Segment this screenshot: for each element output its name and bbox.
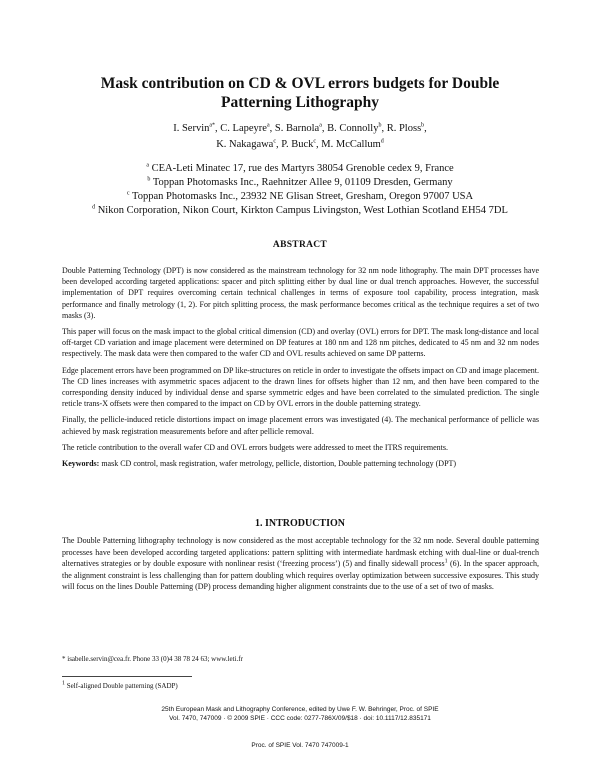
- author-affiliation-mark: c: [313, 138, 317, 145]
- introduction-body: [62, 535, 539, 593]
- affiliation-mark: a: [146, 162, 149, 169]
- author-name: M. McCallum: [321, 139, 381, 150]
- conference-info: [0, 705, 600, 723]
- author-name: P. Buck: [281, 139, 314, 150]
- introduction-paragraph: [62, 535, 539, 593]
- abstract-body: [62, 265, 539, 474]
- affiliation: [40, 204, 560, 218]
- affiliation-text: Toppan Photomasks Inc., Raehnitzer Allee 9, 01109 Dresden, Germany: [152, 177, 453, 188]
- affiliation: [40, 162, 560, 176]
- introduction-text: The Double Patterning lithography technology is now considered as the most acceptable technology for the 32 nm node. Several double patterning processes have been developed according targeted applications: pattern splitting with intermediate hardmask etching with dual-line or dual-trench alternatives strategies or by double exposure with nonlinear resist (‘freezing process’) (5) and finally sidewall process: [62, 536, 539, 569]
- footnote-text: Self-aligned Double patterning (SADP): [65, 682, 178, 690]
- conference-line-2: Vol. 7470, 747009 · © 2009 SPIE · CCC code: 0277-786X/09/$18 · doi: 10.1117/12.835171: [169, 715, 431, 722]
- abstract-paragraph: Double Patterning Technology (DPT) is now considered as the mainstream technology for 32 nm node lithography. The main DPT processes have been developed according targeted applications: spacer and pitch splitting either by dual line or dual trench approaches. However, the successful implementation of DPT requires overcoming certain technical challenges in terms of exposure tool capability, process integration, mask performance and finally metrology (1, 2). For pitch splitting process, the mask performance becomes critical as the technique requires a set of two masks (3).: [62, 266, 539, 320]
- author-affiliation-mark: a: [319, 122, 322, 129]
- author-list: [60, 121, 540, 153]
- keywords-text: mask CD control, mask registration, wafer metrology, pellicle, distortion, Double patterning technology (DPT): [99, 459, 457, 469]
- paper-title: [60, 74, 540, 112]
- author-name: S. Barnola: [274, 123, 320, 134]
- keywords: [62, 458, 539, 469]
- affiliation-text: Toppan Photomasks Inc., 23932 NE Glisan Street, Gresham, Oregon 97007 USA: [132, 191, 474, 202]
- author-line-2: K. Nakagawa$^c$, P. Buck$^c$, M. McCallum$^d$: [216, 138, 384, 150]
- author-affiliation-mark: a: [266, 122, 270, 129]
- affiliation-mark: d: [92, 204, 96, 211]
- affiliation: [40, 190, 560, 204]
- author-affiliation-mark: a*: [209, 122, 216, 129]
- abstract-paragraph: Finally, the pellicle-induced reticle distortions impact on image placement errors was investigated (4). The mechanical performance of pellicle was achieved by mask registration measurements before and after pellicle removal.: [62, 415, 539, 436]
- conference-line-1: 25th European Mask and Lithography Conference, edited by Uwe F. W. Behringer, Proc. of SPIE: [161, 706, 439, 713]
- author-name: C. Lapeyre: [220, 123, 267, 134]
- author-name: K. Nakagawa: [216, 139, 274, 150]
- footnote-mark: 1: [62, 680, 65, 687]
- keywords-label: Keywords:: [62, 459, 100, 469]
- introduction-heading: 1. INTRODUCTION: [254, 518, 345, 529]
- corresponding-author-footnote: * isabelle.servin@cea.fr. Phone 33 (0)4 38 78 24 63; www.leti.fr: [62, 655, 243, 663]
- author-line-1: I. Servin$^{a*}$, C. Lapeyre$^a$, S. Barnola$^a$, B. Connolly$^b$, R. Ploss$^b$,: [173, 122, 427, 134]
- author-name: B. Connolly: [327, 123, 379, 134]
- affiliation-mark: c: [126, 190, 130, 197]
- affiliation-mark: b: [147, 176, 151, 183]
- author-name: I. Servin: [173, 123, 210, 134]
- abstract-paragraph: This paper will focus on the mask impact to the global critical dimension (CD) and overlay (OVL) errors for DPT. The mask long-distance and local off-target CD variation and image placement were determined on DP features at 180 nm and 128 nm pitches, dedicated to 45 nm and 32 nm nodes respectively. The mask data were then compared to the wafer CD and OVL results achieved on same DP patterns.: [62, 327, 539, 359]
- author-affiliation-mark: b: [378, 122, 382, 129]
- affiliation-text: CEA-Leti Minatec 17, rue des Martyrs 38054 Grenoble cedex 9, France: [151, 163, 454, 174]
- affiliation-text: Nikon Corporation, Nikon Court, Kirkton Campus Livingston, West Lothian Scotland EH54 7DL: [97, 205, 508, 216]
- abstract-paragraph: The reticle contribution to the overall wafer CD and OVL errors budgets were addressed to meet the ITRS requirements.: [62, 442, 449, 452]
- footnote-reference: 1: [444, 558, 448, 565]
- footnote-divider: [62, 676, 192, 677]
- author-affiliation-mark: d: [380, 138, 384, 145]
- page-footer: Proc. of SPIE Vol. 7470 747009-1: [251, 742, 349, 749]
- author-affiliation-mark: c: [273, 138, 277, 145]
- introduction-text-continued: (6). In the spacer approach, the alignment constraint is less challenging than for pattern doubling which requires overlay optimization between successive exposures. This study will focus on the lines Double Patterning (DP) process demanding higher alignment constraints due to the use of a set of two of masks.: [62, 559, 539, 592]
- abstract-heading: ABSTRACT: [272, 240, 328, 250]
- affiliations: [40, 162, 560, 218]
- title-line-2: Patterning Lithography: [220, 94, 380, 111]
- author-affiliation-mark: b: [421, 122, 425, 129]
- abstract-paragraph: Edge placement errors have been programmed on DP like-structures on reticle in order to investigate the offsets impact on CD and image placement. The CD lines increases with asymmetric spaces adjacent to the drawn lines for offsets higher than 12 nm, and then have been compared to the corresponding density induced by individual dense and sparse symmetric edges and have been correlated to the simulated prediction. The single reticle trans-X offsets were then compared to the impact on CD by OVL errors in the double patterning strategy.: [62, 365, 539, 409]
- footnote-1: [62, 682, 178, 690]
- author-name: R. Ploss: [386, 123, 422, 134]
- title-line-1: Mask contribution on CD & OVL errors budgets for Double: [100, 75, 500, 92]
- affiliation: [40, 176, 560, 190]
